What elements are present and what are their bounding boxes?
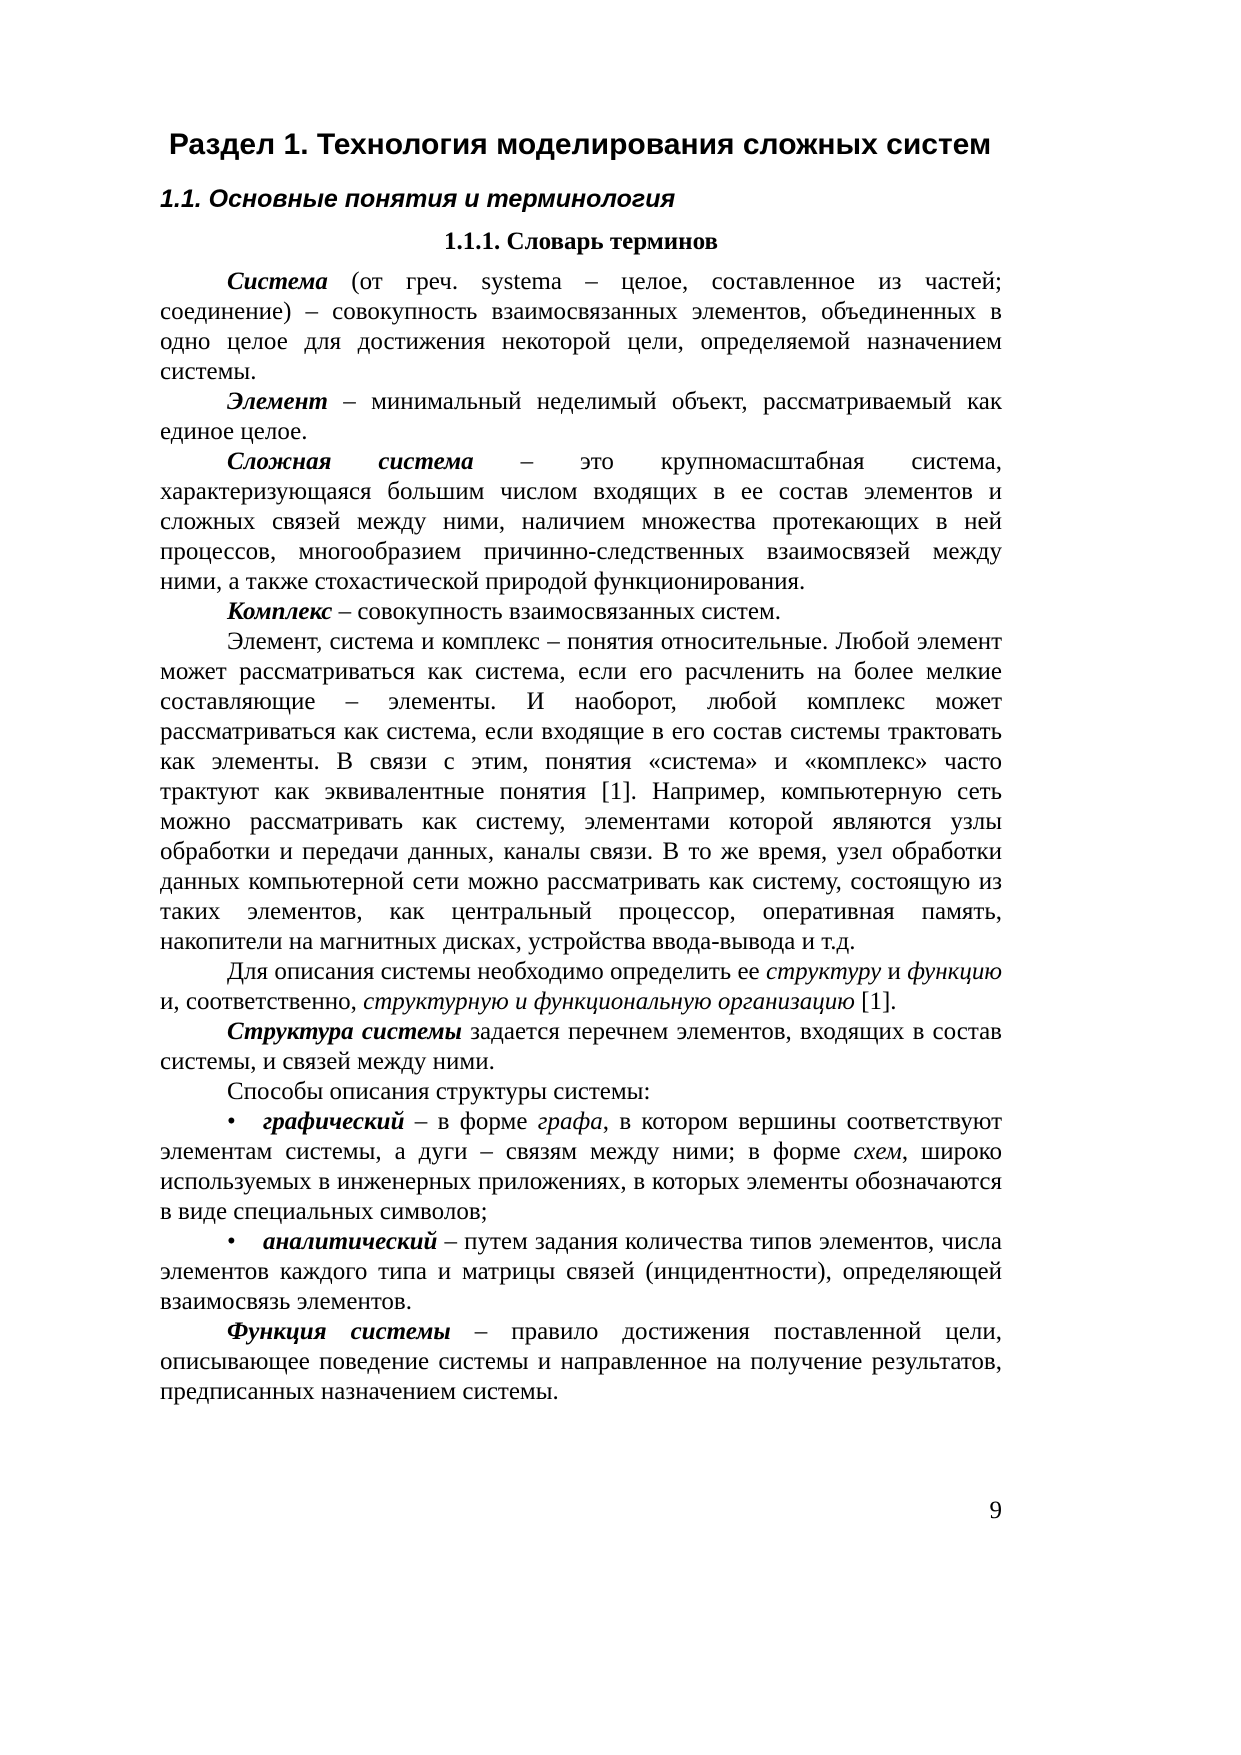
emphasis: схем <box>853 1138 902 1165</box>
term: Система <box>227 268 328 295</box>
text: (от греч. systema – целое, составленное из частей; соединение) – совокупность взаимосвязанных элементов, объединенных в одно целое для достижения некоторой цели, определяемой назначением системы. <box>160 268 1002 385</box>
emphasis: функцию <box>907 958 1002 985</box>
bullet-item <box>160 1107 1002 1227</box>
text: Способы описания структуры системы: <box>227 1078 651 1105</box>
text: – это крупномасштабная система, характеризующаяся большим числом входящих в ее состав элементов и сложных связей между ними, наличием множества протекающих в ней процессов, многообразием причинно-следственных взаимосвязей между ними, а также стохастической природой функционирования. <box>160 448 1002 595</box>
text: [1]. <box>854 988 897 1015</box>
bullet-icon: • <box>227 1108 236 1135</box>
text: – путем задания количества типов элементов, числа элементов каждого типа и матрицы связей (инцидентности), определяющей взаимосвязь элементов. <box>160 1228 1002 1315</box>
text: Для описания системы необходимо определить ее <box>227 958 766 985</box>
text: , широко используемых в инженерных приложениях, в которых элементы обозначаются в виде специальных символов; <box>160 1138 1002 1225</box>
text: – минимальный неделимый объект, рассматриваемый как единое целое. <box>160 388 1002 445</box>
text: Элемент, система и комплекс – понятия относительные. Любой элемент может рассматриваться как система, если его расчленить на более мелкие составляющие – элементы. И наоборот, любой комплекс может рассматриваться как система, если входящие в его состав системы трактовать как элементы. В связи с этим, понятия «система» и «комплекс» часто трактуют как эквивалентные понятия [1]. Например, компьютерную сеть можно рассматривать как систему, элементами которой являются узлы обработки и передачи данных, каналы связи. В то же время, узел обработки данных компьютерной сети можно рассматривать как систему, состоящую из таких элементов, как центральный процессор, оперативная память, накопители на магнитных дисках, устройства ввода-вывода и т.д. <box>160 628 1002 955</box>
section-title: Раздел 1. Технология моделирования сложных систем <box>168 128 992 161</box>
bullet-item <box>160 1227 1002 1317</box>
text: – в форме <box>404 1108 538 1135</box>
text: – совокупность взаимосвязанных систем. <box>332 598 782 625</box>
emphasis: графа <box>537 1108 603 1135</box>
emphasis: структурную и функциональную организацию <box>363 988 855 1015</box>
text: и, соответственно, <box>160 988 364 1015</box>
term: Сложная система <box>227 448 474 475</box>
subsubsection-title: 1.1.1. Словарь терминов <box>444 228 718 255</box>
term: Функция системы <box>227 1318 451 1345</box>
paragraph <box>160 447 1002 597</box>
paragraph <box>160 1017 1002 1077</box>
paragraph <box>160 1317 1002 1407</box>
paragraph <box>160 957 1002 1017</box>
paragraph <box>160 627 1002 957</box>
term: Элемент <box>227 388 328 415</box>
term: Комплекс <box>227 598 333 625</box>
paragraph <box>160 597 1002 627</box>
term: Структура системы <box>227 1018 462 1045</box>
text: и <box>881 958 908 985</box>
bullet-icon: • <box>227 1228 236 1255</box>
paragraph <box>160 387 1002 447</box>
emphasis: структуру <box>765 958 882 985</box>
paragraph <box>160 267 1002 387</box>
body-text <box>160 267 1002 1407</box>
paragraph <box>160 1077 1002 1107</box>
term: графический <box>263 1108 405 1135</box>
text: задается перечнем элементов, входящих в состав системы, и связей между ними. <box>160 1018 1002 1075</box>
term: аналитический <box>263 1228 438 1255</box>
text: , в котором вершины соответствуют элементам системы, а дуги – связям между ними; в форме <box>160 1108 1002 1165</box>
text: – правило достижения поставленной цели, описывающее поведение системы и направленное на получение результатов, предписанных назначением системы. <box>160 1318 1002 1405</box>
page-number: 9 <box>989 1497 1002 1524</box>
subsection-title: 1.1. Основные понятия и терминология <box>160 185 676 213</box>
